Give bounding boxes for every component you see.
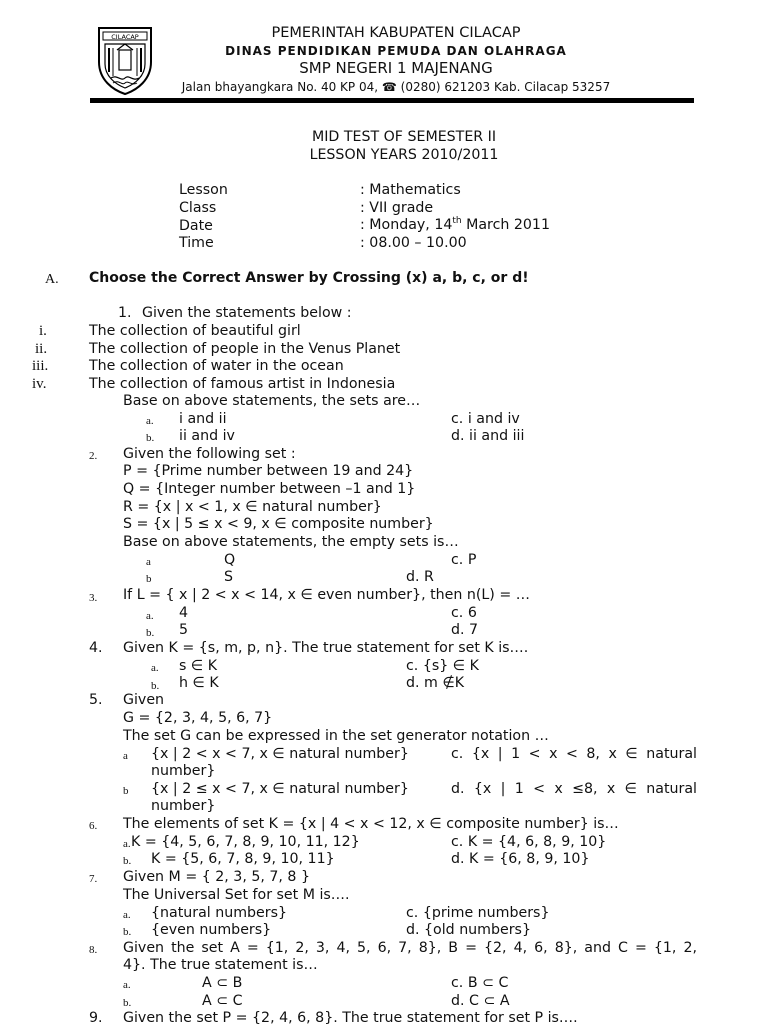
telephone-icon: ☎ — [381, 80, 397, 94]
q1-option-a-letter: a. — [146, 415, 154, 427]
q2-number: 2. — [89, 450, 98, 462]
q8-option-b: A ⊂ C — [202, 993, 243, 1009]
q2-option-b: S — [224, 569, 234, 585]
date-label: Date — [179, 218, 213, 234]
q3-option-b-letter: b. — [146, 627, 155, 639]
q5-prompt: The set G can be expressed in the set generator notation … — [123, 728, 549, 744]
q7-prompt: The Universal Set for set M is…. — [123, 887, 350, 903]
q4-option-a-letter: a. — [151, 662, 159, 674]
header-rule — [90, 98, 694, 103]
q3-option-a-letter: a. — [146, 610, 154, 622]
page-title: MID TEST OF SEMESTER II — [311, 129, 497, 145]
section-marker: A. — [45, 272, 59, 287]
q1-option-d: d. ii and iii — [451, 428, 525, 444]
q7-option-d: d. {old numbers} — [406, 922, 531, 938]
q4-option-b: h ∈ K — [179, 675, 219, 691]
q1-number: 1. — [118, 305, 132, 321]
q2-option-d: d. R — [406, 569, 434, 585]
q6-option-d: d. K = {6, 8, 9, 10} — [451, 851, 590, 867]
q2-prompt: Base on above statements, the empty sets is… — [123, 534, 459, 550]
q8-number: 8. — [89, 944, 98, 956]
section-heading: Choose the Correct Answer by Crossing (x) a, b, c, or d! — [89, 270, 529, 286]
q6-option-b-letter: b. — [123, 855, 132, 867]
q2-option-c: c. P — [451, 552, 477, 568]
header-school: SMP NEGERI 1 MAJENANG — [299, 59, 493, 77]
q6-number: 6. — [89, 820, 98, 832]
q5-option-a: {x | 2 < x < 7, x ∈ natural number} — [151, 746, 409, 762]
q7-option-b: {even numbers} — [151, 922, 272, 938]
q2-set-r: R = {x | x < 1, x ∈ natural number} — [123, 499, 382, 515]
q7-option-a: {natural numbers} — [151, 905, 288, 921]
page-subtitle: LESSON YEARS 2010/2011 — [309, 147, 499, 163]
q9-number: 9. — [89, 1010, 103, 1026]
q7-option-a-letter: a. — [123, 909, 131, 921]
q3-option-a: 4 — [179, 605, 189, 621]
q2-set-s: S = {x | 5 ≤ x < 9, x ∈ composite number} — [123, 516, 434, 532]
q7-option-b-letter: b. — [123, 926, 132, 938]
q5-option-b: {x | 2 ≤ x < 7, x ∈ natural number} — [151, 781, 409, 797]
time-value: : 08.00 – 10.00 — [360, 235, 467, 251]
q4-option-c: c. {s} ∈ K — [406, 658, 479, 674]
q8-option-c: c. B ⊂ C — [451, 975, 509, 991]
header-department: DINAS PENDIDIKAN PEMUDA DAN OLAHRAGA — [225, 44, 567, 58]
header-address — [0, 80, 768, 94]
q4-option-a: s ∈ K — [179, 658, 218, 674]
q5-option-c-cont: number} — [151, 763, 216, 779]
class-label: Class — [179, 200, 217, 216]
q5-option-a-letter: a — [123, 750, 128, 762]
q8-option-b-letter: b. — [123, 997, 132, 1009]
q7-number: 7. — [89, 873, 98, 885]
address-phone: (0280) 621203 Kab. Cilacap 53257 — [400, 80, 611, 94]
q4-text: Given K = {s, m, p, n}. The true statement for set K is…. — [123, 640, 529, 656]
q1-statement-2: The collection of people in the Venus Planet — [89, 341, 401, 357]
q5-number: 5. — [89, 692, 103, 708]
q5-option-c: c. {x | 1 < x < 8, x ∈ natural — [451, 746, 697, 762]
q3-option-d: d. 7 — [451, 622, 479, 638]
q2-option-a: Q — [224, 552, 236, 568]
class-value: : VII grade — [360, 200, 434, 216]
q8-text: Given the set A = {1, 2, 3, 4, 5, 6, 7, 8}, B = {2, 4, 6, 8}, and C = {1, 2, — [123, 940, 697, 956]
q1-option-a: i and ii — [179, 411, 227, 427]
q5-option-b-letter: b — [123, 785, 129, 797]
q1-option-b-letter: b. — [146, 432, 155, 444]
q3-number: 3. — [89, 592, 98, 604]
q3-option-b: 5 — [179, 622, 189, 638]
q1-statement-1: The collection of beautiful girl — [89, 323, 301, 339]
q1-roman-2: ii. — [35, 341, 48, 357]
q2-option-a-letter: a — [146, 556, 151, 568]
q6-text: The elements of set K = {x | 4 < x < 12, x ∈ composite number} is… — [123, 816, 619, 832]
q6-option-a-letter: a. — [123, 838, 131, 850]
q8-text-cont: 4}. The true statement is… — [123, 957, 318, 973]
address-street: Jalan bhayangkara No. 40 KP 04, — [181, 80, 379, 94]
logo-text: CILACAP — [111, 33, 139, 41]
q1-text: Given the statements below : — [142, 305, 352, 321]
q6-option-c: c. K = {4, 6, 8, 9, 10} — [451, 834, 607, 850]
q1-option-c: c. i and iv — [451, 411, 520, 427]
q1-roman-3: iii. — [32, 358, 49, 374]
date-value: : Monday, 14th March 2011 — [360, 216, 550, 233]
q2-option-b-letter: b — [146, 573, 152, 585]
q4-option-d: d. m ∉K — [406, 675, 465, 691]
q1-statement-3: The collection of water in the ocean — [89, 358, 344, 374]
q9-text: Given the set P = {2, 4, 6, 8}. The true statement for set P is…. — [123, 1010, 578, 1026]
q6-option-a: K = {4, 5, 6, 7, 8, 9, 10, 11, 12} — [131, 834, 360, 850]
q4-option-b-letter: b. — [151, 680, 160, 692]
q8-option-d: d. C ⊂ A — [451, 993, 510, 1009]
q1-option-b: ii and iv — [179, 428, 235, 444]
q6-option-b: K = {5, 6, 7, 8, 9, 10, 11} — [151, 851, 335, 867]
q3-text: If L = { x | 2 < x < 14, x ∈ even number}, then n(L) = … — [123, 587, 530, 603]
q3-option-c: c. 6 — [451, 605, 477, 621]
time-label: Time — [179, 235, 214, 251]
lesson-label: Lesson — [179, 182, 228, 198]
q7-text: Given M = { 2, 3, 5, 7, 8 } — [123, 869, 310, 885]
lesson-value: : Mathematics — [360, 182, 461, 198]
q1-prompt: Base on above statements, the sets are… — [123, 393, 421, 409]
q5-set: G = {2, 3, 4, 5, 6, 7} — [123, 710, 273, 726]
q1-statement-4: The collection of famous artist in Indonesia — [89, 376, 396, 392]
q8-option-a: A ⊂ B — [202, 975, 243, 991]
q5-text: Given — [123, 692, 165, 708]
q5-option-d-cont: number} — [151, 798, 216, 814]
q2-set-p: P = {Prime number between 19 and 24} — [123, 463, 414, 479]
q4-number: 4. — [89, 640, 103, 656]
q2-set-q: Q = {Integer number between –1 and 1} — [123, 481, 416, 497]
q5-option-d: d. {x | 1 < x ≤8, x ∈ natural — [451, 781, 697, 797]
q1-roman-1: i. — [39, 323, 47, 339]
q7-option-c: c. {prime numbers} — [406, 905, 550, 921]
q2-text: Given the following set : — [123, 446, 296, 462]
q1-roman-4: iv. — [32, 376, 47, 392]
q8-option-a-letter: a. — [123, 979, 131, 991]
header-government: PEMERINTAH KABUPATEN CILACAP — [271, 25, 521, 41]
